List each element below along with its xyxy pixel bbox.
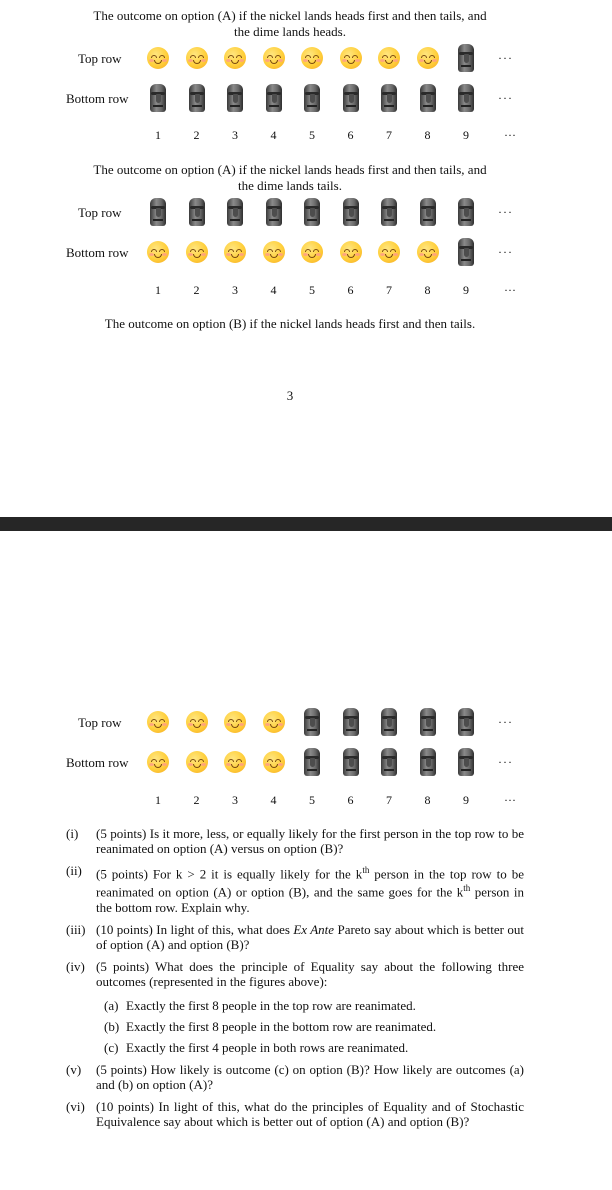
outcome-c <box>104 1040 524 1055</box>
question-text: (5 points) Is it more, less, or equally likely for the first person in the top row to be reanimated on option (A) versus on option (B)? <box>96 826 524 856</box>
figure-4-numbers <box>66 793 566 809</box>
row-label-bottom: Bottom row <box>66 755 129 770</box>
moai-icon <box>225 84 245 112</box>
question-ii <box>66 863 524 915</box>
grid-cell <box>223 43 247 73</box>
grid-cell <box>454 83 478 113</box>
smiley-icon <box>263 241 285 263</box>
row-label-top: Top row <box>78 205 122 220</box>
outcome-text: Exactly the first 4 people in both rows are reanimated. <box>126 1039 409 1055</box>
question-text: person in the top row to be reanimated on option (A) or option (B), and the same goes for the k <box>96 866 524 900</box>
grid-cell <box>262 83 286 113</box>
moai-icon <box>418 84 438 112</box>
column-number: 4 <box>270 128 277 142</box>
smiley-icon <box>301 241 323 263</box>
column-number: 9 <box>463 793 469 807</box>
column-number: 7 <box>386 283 392 297</box>
question-v <box>66 1062 524 1092</box>
smiley-icon <box>147 47 169 69</box>
caption-line: the dime lands heads. <box>234 24 346 39</box>
ellipsis: ··· <box>498 715 513 729</box>
grid-cell <box>146 197 170 227</box>
grid-cell <box>262 707 286 737</box>
grid-cell <box>454 43 478 73</box>
smiley-icon <box>224 751 246 773</box>
column-number: 7 <box>386 793 392 807</box>
figure-1-numbers <box>66 128 566 144</box>
grid-cell <box>454 707 478 737</box>
question-text: (10 points) In light of this, what does <box>96 921 294 937</box>
moai-icon <box>264 198 284 226</box>
moai-icon <box>379 198 399 226</box>
grid-cell <box>377 237 401 267</box>
smiley-icon <box>147 241 169 263</box>
column-number: 7 <box>386 128 392 142</box>
moai-icon <box>341 708 361 736</box>
grid-cell <box>185 43 209 73</box>
column-number: 2 <box>193 283 200 297</box>
row-label-bottom: Bottom row <box>66 245 129 260</box>
question-number: (vi) <box>66 1098 85 1114</box>
caption-line: the dime lands tails. <box>238 178 342 193</box>
grid-cell <box>146 237 170 267</box>
grid-cell <box>185 197 209 227</box>
page-number: 3 <box>286 388 294 403</box>
grid-cell <box>416 707 440 737</box>
grid-cell <box>416 83 440 113</box>
question-iv <box>66 959 524 1055</box>
question-number: (i) <box>66 826 79 841</box>
grid-cell <box>300 197 324 227</box>
smiley-icon <box>340 241 362 263</box>
outcome-label: (a) <box>104 997 119 1013</box>
grid-cell <box>377 197 401 227</box>
moai-icon <box>379 84 399 112</box>
superscript: th <box>362 865 370 875</box>
column-number: 1 <box>155 283 161 297</box>
grid-cell <box>185 237 209 267</box>
moai-icon <box>148 198 168 226</box>
moai-icon <box>302 198 322 226</box>
smiley-icon <box>186 751 208 773</box>
grid-cell <box>185 747 209 777</box>
row-label-bottom: Bottom row <box>66 91 129 106</box>
question-text: (5 points) For k > 2 it is equally likely for the k <box>96 866 363 882</box>
column-number: 3 <box>232 128 238 142</box>
grid-cell <box>262 197 286 227</box>
figure-1-top-row <box>66 43 566 73</box>
grid-cell <box>339 237 363 267</box>
grid-cell <box>300 83 324 113</box>
moai-icon <box>302 748 322 776</box>
moai-icon <box>379 748 399 776</box>
moai-icon <box>418 748 438 776</box>
figure-4-top-row <box>66 707 566 737</box>
figure-1-caption <box>0 8 580 40</box>
smiley-icon <box>263 751 285 773</box>
question-text: (10 points) In light of this, what do the principles of Equality and of Stochastic Equivalence say about which is better out of option (A) and option (B)? <box>96 1098 524 1129</box>
moai-icon <box>418 198 438 226</box>
page-break-divider <box>0 517 612 531</box>
grid-cell <box>416 197 440 227</box>
moai-icon <box>341 198 361 226</box>
moai-icon <box>456 708 476 736</box>
grid-cell <box>339 197 363 227</box>
question-iii <box>66 922 524 952</box>
ellipsis: ··· <box>504 128 516 142</box>
question-list <box>66 826 524 1136</box>
grid-cell <box>339 83 363 113</box>
moai-icon <box>456 44 476 72</box>
column-number: 6 <box>347 283 354 297</box>
column-number: 1 <box>155 128 161 142</box>
moai-icon <box>187 84 207 112</box>
grid-cell <box>262 43 286 73</box>
grid-cell <box>377 707 401 737</box>
question-text: Pareto say about which is better out of option (A) and option (B)? <box>96 921 524 952</box>
outcome-text: Exactly the first 8 people in the bottom row are reanimated. <box>126 1018 437 1034</box>
smiley-icon <box>147 751 169 773</box>
column-number: 8 <box>424 128 431 142</box>
grid-cell <box>223 237 247 267</box>
smiley-icon <box>263 47 285 69</box>
figure-2-bottom-row <box>66 237 566 267</box>
column-number: 3 <box>232 283 238 297</box>
grid-cell <box>146 707 170 737</box>
grid-cell <box>300 43 324 73</box>
column-number: 4 <box>270 793 277 807</box>
ellipsis: ··· <box>504 793 516 807</box>
row-label-top: Top row <box>78 51 122 66</box>
column-number: 4 <box>270 283 277 297</box>
smiley-icon <box>224 711 246 733</box>
question-text: (5 points) What does the principle of Equality say about the following three outcomes (represented in the figures above): <box>96 958 524 989</box>
outcome-list <box>104 998 524 1055</box>
figure-1-bottom-row <box>66 83 566 113</box>
grid-cell <box>454 197 478 227</box>
smiley-icon <box>301 47 323 69</box>
moai-icon <box>418 708 438 736</box>
ellipsis: ··· <box>504 283 516 297</box>
column-number: 5 <box>309 128 315 142</box>
column-number: 3 <box>232 793 238 807</box>
grid-cell <box>223 197 247 227</box>
column-number: 6 <box>347 793 354 807</box>
grid-cell <box>262 747 286 777</box>
question-number: (v) <box>66 1061 82 1077</box>
column-number: 5 <box>309 793 315 807</box>
moai-icon <box>341 84 361 112</box>
column-number: 8 <box>424 793 431 807</box>
grid-cell <box>146 83 170 113</box>
moai-icon <box>225 198 245 226</box>
figure-2-caption <box>0 162 580 194</box>
grid-cell <box>146 747 170 777</box>
column-number: 8 <box>424 283 431 297</box>
outcome-text: Exactly the first 8 people in the top row are reanimated. <box>126 997 416 1013</box>
ellipsis: ··· <box>498 205 513 219</box>
moai-icon <box>456 748 476 776</box>
grid-cell <box>416 747 440 777</box>
grid-cell <box>377 747 401 777</box>
ellipsis: ··· <box>498 51 513 65</box>
moai-icon <box>264 84 284 112</box>
smiley-icon <box>186 241 208 263</box>
grid-cell <box>185 707 209 737</box>
superscript: th <box>463 883 471 894</box>
grid-cell <box>300 237 324 267</box>
grid-cell <box>223 747 247 777</box>
column-number: 9 <box>463 128 469 142</box>
grid-cell <box>339 707 363 737</box>
ellipsis: ··· <box>498 91 513 105</box>
grid-cell <box>416 43 440 73</box>
figure-3-caption: The outcome on option (B) if the nickel lands heads first and then tails. <box>104 316 476 331</box>
caption-line: The outcome on option (A) if the nickel lands heads first and then tails, and <box>93 8 487 23</box>
column-number: 6 <box>347 128 354 142</box>
grid-cell <box>339 747 363 777</box>
outcome-label: (b) <box>104 1018 120 1034</box>
question-text: person in the bottom row. Explain why. <box>96 884 524 915</box>
smiley-icon <box>378 241 400 263</box>
moai-icon <box>302 708 322 736</box>
moai-icon <box>456 198 476 226</box>
column-number: 1 <box>155 793 161 807</box>
smiley-icon <box>147 711 169 733</box>
smiley-icon <box>224 241 246 263</box>
figure-2-numbers <box>66 283 566 299</box>
question-i <box>66 826 524 856</box>
outcome-a <box>104 998 524 1013</box>
grid-cell <box>146 43 170 73</box>
question-text: (5 points) How likely is outcome (c) on option (B)? How likely are outcomes (a) and (b) on option (A)? <box>96 1061 524 1092</box>
grid-cell <box>223 707 247 737</box>
figure-4-bottom-row <box>66 747 566 777</box>
column-number: 5 <box>309 283 315 297</box>
smiley-icon <box>378 47 400 69</box>
grid-cell <box>454 747 478 777</box>
caption-line: The outcome on option (A) if the nickel lands heads first and then tails, and <box>93 162 487 177</box>
outcome-label: (c) <box>104 1039 119 1055</box>
grid-cell <box>185 83 209 113</box>
moai-icon <box>379 708 399 736</box>
grid-cell <box>454 237 478 267</box>
moai-icon <box>456 84 476 112</box>
grid-cell <box>377 83 401 113</box>
figure-2-top-row <box>66 197 566 227</box>
question-vi <box>66 1099 524 1129</box>
moai-icon <box>148 84 168 112</box>
smiley-icon <box>224 47 246 69</box>
ellipsis: ··· <box>498 245 513 259</box>
column-number: 2 <box>193 793 200 807</box>
question-number: (iv) <box>66 958 85 974</box>
smiley-icon <box>186 47 208 69</box>
grid-cell <box>262 237 286 267</box>
question-number: (iii) <box>66 921 86 937</box>
grid-cell <box>339 43 363 73</box>
moai-icon <box>341 748 361 776</box>
smiley-icon <box>417 241 439 263</box>
question-number: (ii) <box>66 863 82 878</box>
column-number: 2 <box>193 128 200 142</box>
ellipsis: ··· <box>498 755 513 769</box>
column-number: 9 <box>463 283 469 297</box>
moai-icon <box>456 238 476 266</box>
smiley-icon <box>186 711 208 733</box>
row-label-top: Top row <box>78 715 122 730</box>
outcome-b <box>104 1019 524 1034</box>
grid-cell <box>300 747 324 777</box>
emphasis: Ex Ante <box>293 921 335 937</box>
moai-icon <box>302 84 322 112</box>
moai-icon <box>187 198 207 226</box>
smiley-icon <box>263 711 285 733</box>
grid-cell <box>300 707 324 737</box>
grid-cell <box>377 43 401 73</box>
grid-cell <box>223 83 247 113</box>
smiley-icon <box>340 47 362 69</box>
smiley-icon <box>417 47 439 69</box>
grid-cell <box>416 237 440 267</box>
